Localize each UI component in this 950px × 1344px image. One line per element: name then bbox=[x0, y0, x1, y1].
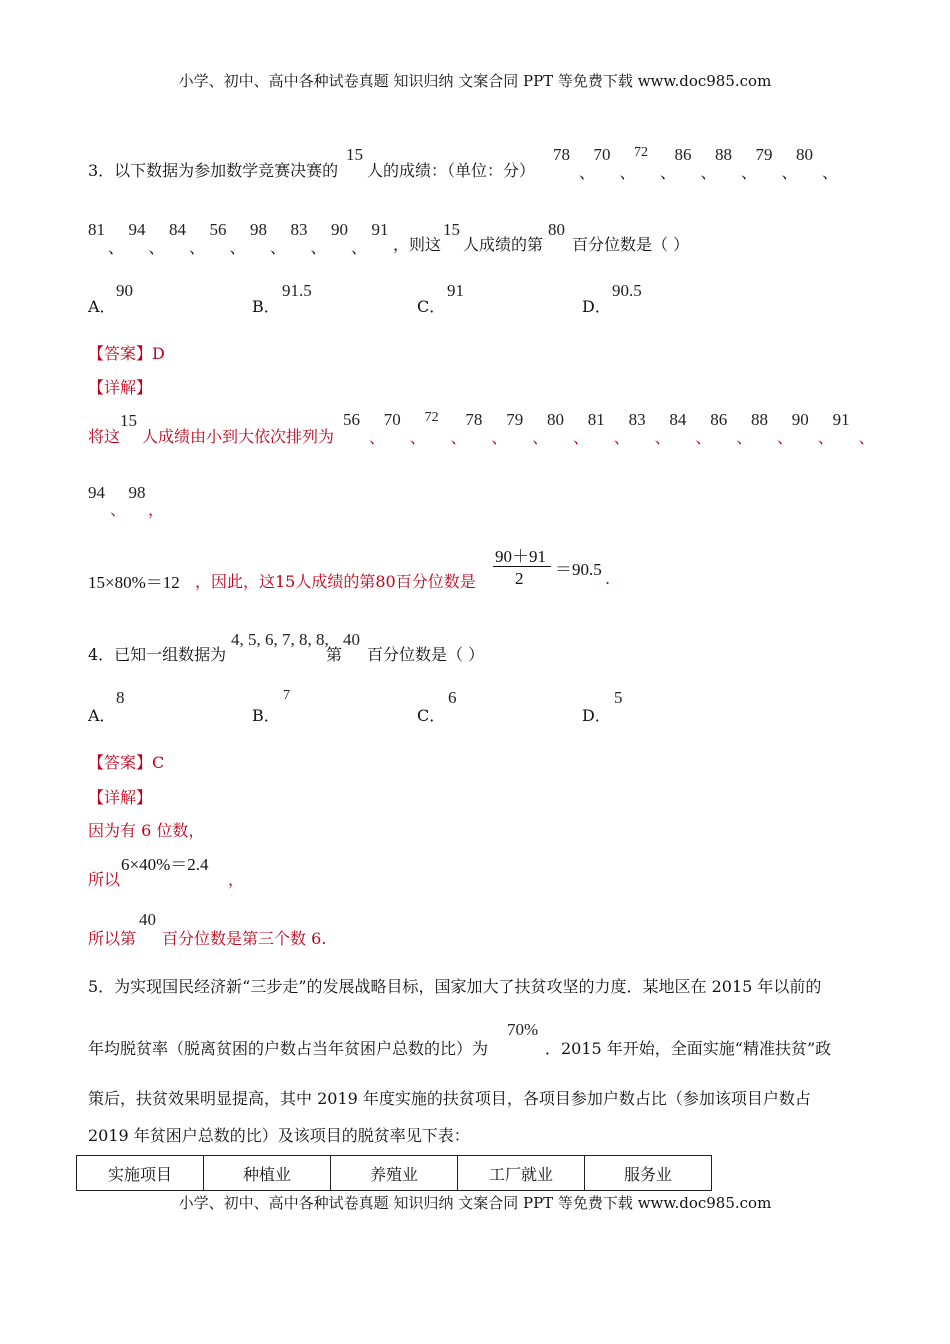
q3-option-c-value: 91 bbox=[447, 281, 464, 300]
separator: 、 bbox=[777, 428, 794, 447]
separator: 、 bbox=[858, 428, 875, 447]
score-value: 84 bbox=[669, 410, 687, 429]
score-value: 91 bbox=[371, 220, 389, 239]
separator: 、 bbox=[270, 238, 287, 257]
separator: 、 bbox=[573, 428, 590, 447]
q4-option-c-value: 6 bbox=[448, 688, 457, 707]
separator: 、 bbox=[229, 238, 246, 257]
sorted-end: ， bbox=[148, 500, 165, 519]
q3-detail-mid: 人成绩由小到大依次排列为 bbox=[142, 427, 335, 446]
q3-tail3: 百分位数是（ ） bbox=[572, 235, 690, 254]
score-value: 90 bbox=[791, 410, 809, 429]
table-row bbox=[77, 1156, 712, 1191]
separator: 、 bbox=[613, 428, 630, 447]
score-value: 81 bbox=[88, 220, 105, 239]
q3-tail2: 人成绩的第 bbox=[463, 235, 544, 254]
q4-detail-line3-tail: 百分位数是第三个数 6. bbox=[162, 929, 327, 948]
separator: 、 bbox=[110, 500, 127, 519]
q3-option-d-label: D． bbox=[582, 297, 611, 316]
q3-calc: 15×80%＝12 bbox=[88, 573, 180, 592]
separator: 、 bbox=[450, 428, 467, 447]
q5-rate: 70% bbox=[507, 1020, 539, 1039]
q4-option-d-value: 5 bbox=[614, 688, 623, 707]
separator: 、 bbox=[148, 238, 165, 257]
q4-detail-line2-prefix: 所以 bbox=[88, 870, 121, 889]
q3-option-b-value: 91.5 bbox=[282, 281, 312, 300]
q3-frac-den: 2 bbox=[515, 569, 524, 588]
q3-calc-text: ，因此，这15人成绩的第80百分位数是 bbox=[195, 572, 476, 591]
q3-p: 80 bbox=[548, 220, 565, 239]
score-value: 80 bbox=[796, 145, 813, 164]
q4-tail: 百分位数是（ ） bbox=[367, 645, 485, 664]
separator: 、 bbox=[108, 238, 125, 257]
score-value: 56 bbox=[343, 410, 360, 429]
q5-line2-prefix: 年均脱贫率（脱离贫困的户数占当年贫困户总数的比）为 bbox=[88, 1039, 489, 1058]
separator: 、 bbox=[579, 163, 596, 182]
score-value: 86 bbox=[710, 410, 728, 429]
score-value: 78 bbox=[465, 410, 483, 429]
q4-answer: 【答案】C bbox=[88, 753, 165, 772]
separator: 、 bbox=[351, 238, 368, 257]
separator: 、 bbox=[491, 428, 508, 447]
separator: 、 bbox=[736, 428, 753, 447]
q3-n: 15 bbox=[346, 145, 363, 164]
score-value: 94 bbox=[88, 483, 105, 502]
score-value: 88 bbox=[751, 410, 768, 429]
table-header-cell: 服务业 bbox=[585, 1156, 712, 1191]
q4-option-a-label: A． bbox=[88, 706, 116, 725]
separator: 、 bbox=[822, 163, 839, 182]
separator: 、 bbox=[660, 163, 677, 182]
q4-data: 4, 5, 6, 7, 8, 8, bbox=[231, 630, 329, 649]
score-value: 70 bbox=[383, 410, 401, 429]
q3-detail-n: 15 bbox=[120, 411, 137, 430]
q4-detail-title: 【详解】 bbox=[88, 788, 153, 807]
q4-p: 40 bbox=[343, 630, 360, 649]
separator: 、 bbox=[741, 163, 758, 182]
q5-line3: 策后，扶贫效果明显提高，其中 2019 年度实施的扶贫项目，各项目参加户数占比（参加该项目户数占 bbox=[88, 1089, 811, 1108]
q3-detail-prefix: 将这 bbox=[88, 427, 121, 446]
separator: 、 bbox=[189, 238, 206, 257]
score-value: 98 bbox=[250, 220, 267, 239]
score-value: 79 bbox=[506, 410, 524, 429]
score-value: 83 bbox=[290, 220, 308, 239]
q3-option-d-value: 90.5 bbox=[612, 281, 642, 300]
score-value: 80 bbox=[547, 410, 564, 429]
page-footer: 小学、初中、高中各种试卷真题 知识归纳 文案合同 PPT 等免费下载 www.doc985.com bbox=[178, 1194, 772, 1212]
score-value: 91 bbox=[832, 410, 850, 429]
q5-line4: 2019 年贫困户总数的比）及该项目的脱贫率见下表： bbox=[88, 1126, 470, 1145]
q4-option-c-label: C． bbox=[417, 706, 446, 725]
separator: 、 bbox=[369, 428, 386, 447]
score-value: 70 bbox=[593, 145, 611, 164]
q5-line1: 5．为实现国民经济新“三步走”的发展战略目标，国家加大了扶贫攻坚的力度．某地区在 2015 年以前的 bbox=[88, 977, 822, 996]
q4-option-d-label: D． bbox=[582, 706, 611, 725]
separator: 、 bbox=[700, 163, 717, 182]
q4-mid: 第 bbox=[326, 645, 343, 664]
score-value: 79 bbox=[755, 145, 773, 164]
score-value: 78 bbox=[553, 145, 570, 164]
separator: 、 bbox=[695, 428, 712, 447]
score-value: 88 bbox=[715, 145, 732, 164]
score-value: 72 bbox=[424, 410, 439, 425]
q4-detail-line3-prefix: 所以第 bbox=[88, 929, 137, 948]
q3-option-b-label: B． bbox=[252, 297, 280, 316]
score-value: 84 bbox=[169, 220, 186, 239]
q4-detail-line1: 因为有 6 位数， bbox=[88, 821, 205, 840]
q3-end-dot: . bbox=[605, 569, 611, 588]
q4-option-a-value: 8 bbox=[116, 688, 125, 707]
table-header-cell: 工厂就业 bbox=[458, 1156, 585, 1191]
table-header-cell: 养殖业 bbox=[331, 1156, 458, 1191]
separator: 、 bbox=[619, 163, 636, 182]
q3-option-c-label: C． bbox=[417, 297, 446, 316]
separator: 、 bbox=[654, 428, 671, 447]
q3-option-a-label: A． bbox=[88, 297, 116, 316]
score-value: 83 bbox=[628, 410, 646, 429]
separator: 、 bbox=[781, 163, 798, 182]
q5-line2-tail: ．2015 年开始，全面实施“精准扶贫”政 bbox=[545, 1039, 832, 1058]
q3-frac-bar bbox=[493, 566, 551, 567]
separator: 、 bbox=[532, 428, 549, 447]
q4-detail-line2-end: ， bbox=[228, 870, 245, 889]
score-value: 94 bbox=[128, 220, 146, 239]
separator: 、 bbox=[310, 238, 327, 257]
q3-mid: 人的成绩：（单位：分） bbox=[367, 161, 536, 180]
q4-detail-line3-p: 40 bbox=[139, 910, 156, 929]
q3-frac-num: 90＋91 bbox=[495, 547, 546, 566]
q3-detail-title: 【详解】 bbox=[88, 378, 153, 397]
q5-table bbox=[76, 1155, 712, 1191]
score-value: 90 bbox=[331, 220, 348, 239]
table-header-cell: 种植业 bbox=[204, 1156, 331, 1191]
separator: 、 bbox=[817, 428, 834, 447]
score-value: 72 bbox=[634, 145, 648, 160]
q3-n2: 15 bbox=[443, 220, 460, 239]
score-value: 81 bbox=[587, 410, 605, 429]
score-value: 56 bbox=[209, 220, 227, 239]
page-header: 小学、初中、高中各种试卷真题 知识归纳 文案合同 PPT 等免费下载 www.doc985.com bbox=[178, 72, 772, 90]
q4-prefix: 4．已知一组数据为 bbox=[88, 645, 227, 664]
q3-tail1: ，则这 bbox=[393, 235, 442, 254]
q3-frac-result: ＝90.5 bbox=[555, 560, 602, 579]
q4-option-b-value: 7 bbox=[283, 688, 290, 703]
q3-answer: 【答案】D bbox=[88, 344, 165, 363]
q3-option-a-value: 90 bbox=[116, 281, 133, 300]
table-header-cell: 实施项目 bbox=[77, 1156, 204, 1191]
score-value: 86 bbox=[674, 145, 692, 164]
separator: 、 bbox=[409, 428, 426, 447]
q4-detail-line2-math: 6×40%＝2.4 bbox=[121, 855, 209, 874]
score-value: 98 bbox=[128, 483, 146, 502]
q3-prefix: 3．以下数据为参加数学竞赛决赛的 bbox=[88, 161, 339, 180]
q4-option-b-label: B． bbox=[252, 706, 280, 725]
